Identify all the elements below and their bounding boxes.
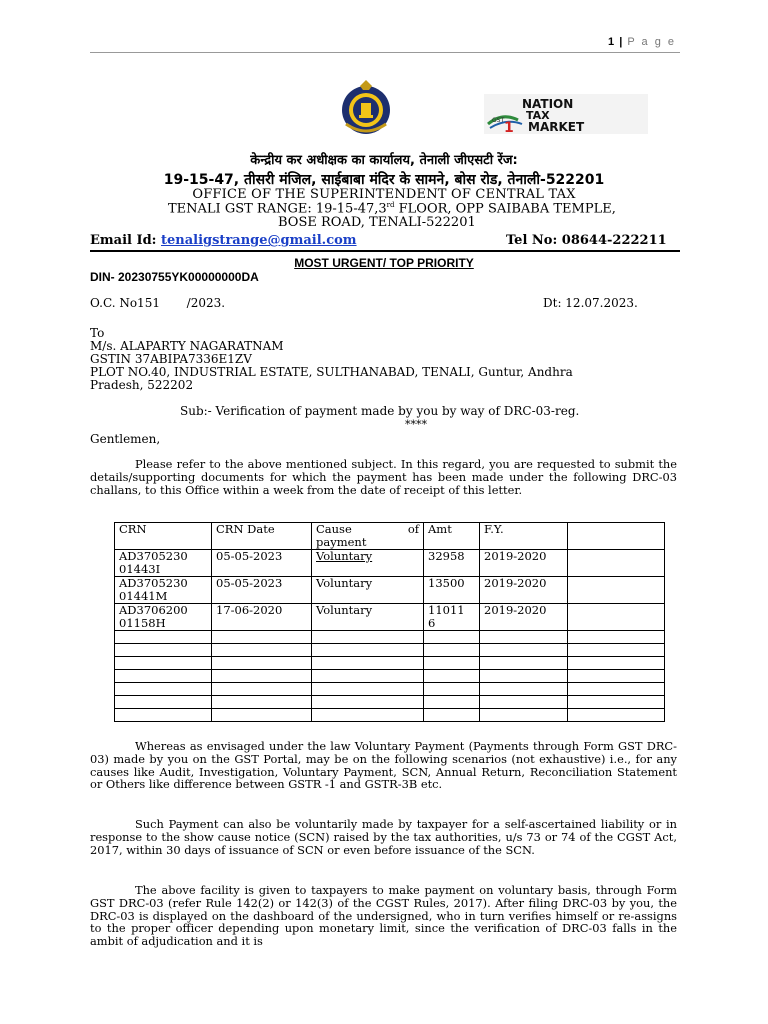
email-line: Email Id: tenaligstrange@gmail.com [90, 233, 357, 248]
addressee-gstin: GSTIN 37ABIPA7336E1ZV [90, 352, 252, 366]
cell-cause: Voluntary [312, 550, 424, 577]
cell-date: 05-05-2023 [212, 577, 312, 604]
header-fy: F.Y. [480, 523, 568, 550]
header-cause: Cause of payment [312, 523, 424, 550]
office-hindi-address: 19-15-47, तीसरी मंजिल, साईबाबा मंदिर के सामने, बोस रोड, तेनाली-522201 [163, 172, 605, 188]
table-empty-row [115, 709, 665, 722]
paragraph-self-ascertained: Such Payment can also be voluntarily made by taxpayer for a self-ascertained liability or in response to the show cause notice (SCN) raised by the tax authorities, u/s 73 or 74 of the CGST Act, 2017, within 30 days of issuance of SCN or even before issuance of the SCN. [90, 817, 677, 857]
salutation: Gentlemen, [90, 432, 161, 446]
cbic-emblem-icon [340, 80, 392, 136]
table-empty-row [115, 683, 665, 696]
table-row [115, 604, 665, 631]
office-english-address-2: BOSE ROAD, TENALI-522201 [278, 215, 476, 230]
cell-crn: AD3705230 01441M [115, 577, 212, 604]
table-empty-row [115, 657, 665, 670]
table-empty-row [115, 670, 665, 683]
table-empty-row [115, 644, 665, 657]
cell-amt: 13500 [424, 577, 480, 604]
letter-date: Dt: 12.07.2023. [543, 296, 638, 310]
cell-fy: 2019-2020 [480, 577, 568, 604]
table-empty-row [115, 631, 665, 644]
paragraph-voluntary-payment: Whereas as envisaged under the law Voluntary Payment (Payments through Form GST DRC-03) made by you on the GST Portal, may be on the following scenarios (not exhaustive) i.e., for any causes like Audit, Investigation, Voluntary Payment, SCN, Annual Return, Reconciliation Statement or Others like difference between GSTR -1 and GSTR-3B etc. [90, 739, 677, 792]
addressee-address-2: Pradesh, 522202 [90, 378, 194, 392]
office-english-title: OFFICE OF THE SUPERINTENDENT OF CENTRAL TAX [192, 187, 576, 202]
header-amt: Amt [424, 523, 480, 550]
page-number: 1 | P a g e [608, 36, 676, 48]
cell-date: 17-06-2020 [212, 604, 312, 631]
telephone: Tel No: 08644-222211 [506, 233, 667, 248]
table-header-row [115, 523, 665, 550]
addressee-name: M/s. ALAPARTY NAGARATNAM [90, 339, 284, 353]
paragraph-facility: The above facility is given to taxpayers to make payment on voluntary basis, through Form GST DRC-03 (refer Rule 142(2) or 142(3) of the CGST Rules, 2017). After filing DRC-03 by you, the DRC-03 is displayed on the dashboard of the undersigned, who in turn verifies himself or re-assigns to the proper officer depending upon monetary limit, since the verification of DRC-03 falls in the ambit of adjudication and it is [90, 883, 677, 949]
cell-fy: 2019-2020 [480, 550, 568, 577]
urgency-heading: MOST URGENT/ TOP PRIORITY [294, 256, 474, 270]
addressee-address-1: PLOT NO.40, INDUSTRIAL ESTATE, SULTHANABAD, TENALI, Guntur, Andhra [90, 365, 573, 379]
table-empty-row [115, 696, 665, 709]
cell-blank [568, 577, 665, 604]
subject-line: Sub:- Verification of payment made by you by way of DRC-03-reg. [180, 404, 580, 418]
svg-text:MARKET: MARKET [528, 120, 585, 134]
cell-cause: Voluntary [312, 577, 424, 604]
header-crn-date: CRN Date [212, 523, 312, 550]
cell-crn: AD3706200 01158H [115, 604, 212, 631]
paragraph-request: Please refer to the above mentioned subject. In this regard, you are requested to submit the details/supporting documents for which the payment has been made under the following DRC-03 challans, to this Office within a week from the date of receipt of this letter. [90, 457, 677, 497]
cell-date: 05-05-2023 [212, 550, 312, 577]
header-crn: CRN [115, 523, 212, 550]
din-number: DIN- 20230755YK00000000DA [90, 270, 259, 284]
table-row [115, 550, 665, 577]
cell-crn: AD3705230 01443I [115, 550, 212, 577]
office-english-address-1: TENALI GST RANGE: 19-15-47,3rd FLOOR, OPP SAIBABA TEMPLE, [168, 201, 616, 217]
table-row [115, 577, 665, 604]
email-link[interactable]: tenaligstrange@gmail.com [161, 233, 357, 248]
svg-text:GST: GST [492, 117, 505, 124]
header-divider [90, 250, 680, 252]
cell-amt: 32958 [424, 550, 480, 577]
svg-text:NATION: NATION [522, 97, 574, 111]
cell-amt: 11011 6 [424, 604, 480, 631]
cell-blank [568, 604, 665, 631]
drc03-challan-table [114, 522, 665, 722]
one-nation-one-tax-logo [484, 94, 648, 134]
svg-text:1: 1 [504, 120, 514, 134]
subject-stars: **** [405, 418, 427, 431]
cell-blank [568, 550, 665, 577]
office-hindi-title: केन्द्रीय कर अधीक्षक का कार्यालय, तेनाली जीएसटी रेंज: [250, 153, 518, 168]
cell-cause: Voluntary [312, 604, 424, 631]
oc-number: O.C. No151 /2023. [90, 296, 226, 310]
header-rule [90, 52, 680, 53]
cell-fy: 2019-2020 [480, 604, 568, 631]
header-blank [568, 523, 665, 550]
svg-text:TAX: TAX [526, 109, 550, 122]
to-label: To [90, 326, 105, 340]
